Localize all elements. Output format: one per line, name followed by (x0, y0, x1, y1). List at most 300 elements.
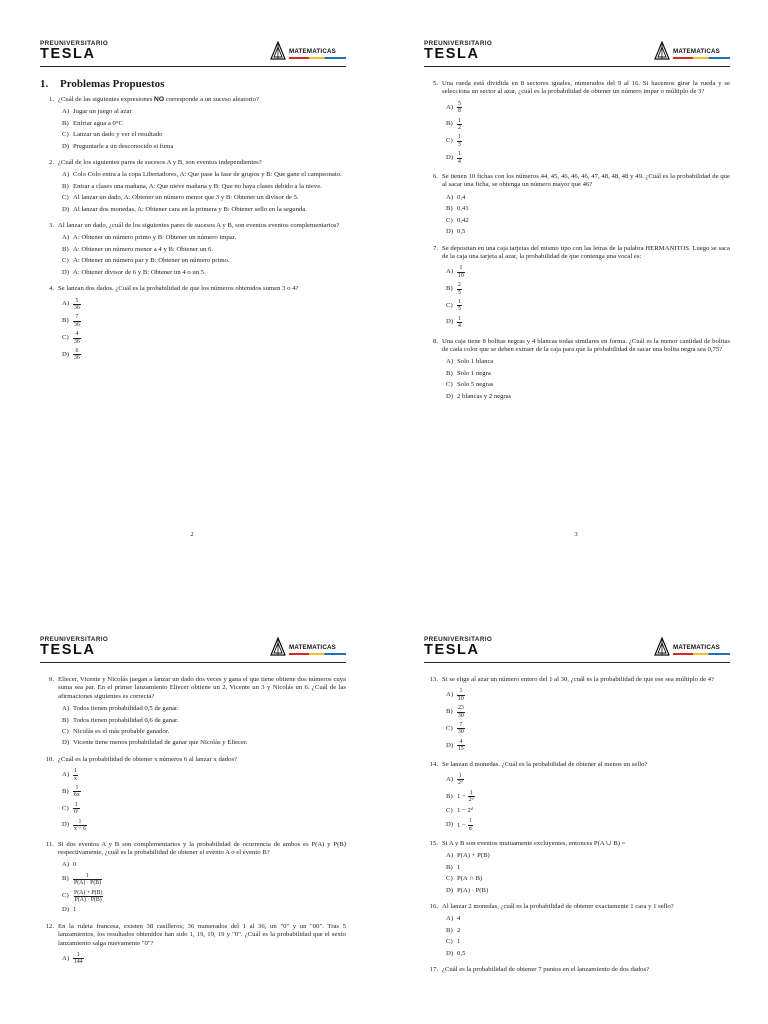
answer-option (62, 873, 346, 887)
fraction (73, 802, 80, 816)
question (424, 245, 730, 330)
question (424, 761, 730, 832)
option-label: A) (446, 852, 454, 860)
fraction (457, 739, 465, 753)
fraction-denominator: 15 (458, 746, 464, 753)
answer-option (446, 316, 730, 330)
page-header (40, 636, 346, 663)
fraction-denominator: 30 (458, 712, 464, 719)
answer-option (446, 950, 730, 958)
question-header (424, 676, 730, 684)
option-value: Todos tienen probabilidad 0,6 de ganar. (73, 716, 179, 724)
answer-options (62, 108, 346, 151)
fraction-denominator: 6x (74, 792, 80, 799)
question-text-emphasis: NO (154, 96, 165, 103)
option-value (73, 785, 346, 799)
option-label: D) (62, 268, 70, 276)
answer-option (446, 722, 730, 736)
question (424, 173, 730, 236)
option-value: Al lanzar un dado, A: Obtener un número menor que 3 y B: Obtener un divisor de 5. (73, 194, 299, 202)
answer-option (446, 938, 730, 946)
option-label: D) (446, 949, 454, 957)
answer-option (446, 381, 730, 389)
question-text: Si se elige al azar un número entero del 1 al 30, ¿cuál es la probabilidad de que ese sea múltiplo de 4? (442, 676, 715, 683)
question-header (40, 923, 346, 948)
option-label: B) (62, 875, 69, 883)
compass-logo-icon (270, 637, 286, 657)
answer-option (446, 118, 730, 132)
option-value: Solo 1 negra (457, 369, 491, 377)
option-value: Lanzar un dado y ver el resultado (73, 131, 163, 139)
answer-option (446, 265, 730, 279)
question-number: 17. (429, 965, 438, 973)
option-label: B) (446, 205, 453, 213)
brand-title: TESLA (40, 46, 96, 62)
fraction-denominator: P(A) · P(B) (74, 880, 102, 887)
fraction-denominator: 36 (74, 304, 80, 311)
answer-option (62, 131, 346, 139)
answer-options (446, 852, 730, 895)
option-label: C) (62, 804, 69, 812)
subject-label: MATEMATICAS (289, 48, 336, 55)
question-text-part: corresponde a un suceso aleatorio? (164, 96, 259, 103)
option-label: D) (62, 205, 70, 213)
fraction-numerator: 1 (458, 151, 461, 158)
answer-option (446, 228, 730, 236)
answer-option (446, 688, 730, 702)
fraction (73, 819, 87, 833)
option-label: C) (446, 137, 453, 145)
fraction (457, 688, 465, 702)
option-label: B) (446, 707, 453, 715)
answer-option (62, 819, 346, 833)
option-value: A: Obtener un número primo y B: Obtener un número impar. (73, 234, 237, 242)
fraction (73, 768, 78, 782)
question-number: 15. (429, 839, 438, 847)
option-value (73, 890, 346, 904)
option-label: B) (446, 120, 453, 128)
question-list (40, 96, 346, 362)
fraction-denominator: 30 (458, 729, 464, 736)
option-label: A) (62, 234, 70, 242)
option-label: C) (446, 938, 453, 946)
option-label: D) (446, 228, 454, 236)
option-label: C) (446, 381, 453, 389)
answer-option (446, 927, 730, 935)
answer-options (62, 861, 346, 914)
option-label: C) (446, 806, 453, 814)
option-label: B) (446, 863, 453, 871)
question-header (40, 756, 346, 764)
answer-option (446, 217, 730, 225)
question-header (424, 761, 730, 769)
tesla-brand-logo (424, 636, 492, 658)
question-number: 10. (45, 755, 54, 763)
option-label: A) (62, 705, 70, 713)
question-text: ¿Cuál es la probabilidad de obtener x números 6 al lanzar x dados? (58, 755, 238, 763)
answer-option (62, 890, 346, 904)
page-header (424, 636, 730, 663)
option-label: A) (446, 775, 454, 783)
page-content (424, 676, 730, 982)
question-text: Se depositan en una caja tarjetas del mismo tipo con las letras de la palabra HERMANITOS. Luego se saca de la caja una tarjeta al azar, la probabilidad de que contenga una vocal es: (442, 244, 730, 260)
fraction-numerator: 2 (458, 282, 461, 289)
section-heading (40, 78, 346, 90)
document-page-2 (0, 0, 384, 548)
option-label: A) (62, 171, 70, 179)
fraction-denominator: P(A) · P(B) (74, 896, 102, 903)
option-label: A) (446, 691, 454, 699)
question (40, 96, 346, 151)
fraction (457, 316, 462, 330)
answer-option (62, 143, 346, 151)
answer-option (62, 728, 346, 736)
option-value: Al lanzar dos monedas, A: Obtener cara en la primera y B: Obtener sello en la segunda. (73, 205, 307, 213)
brand-subtitle: PREUNIVERSITARIO (424, 40, 493, 47)
option-value (457, 299, 730, 313)
answer-options (446, 773, 730, 832)
fraction-numerator: 1 (86, 872, 89, 879)
answer-option (446, 194, 730, 202)
option-value (457, 316, 730, 330)
option-value: 0,4 (457, 193, 466, 201)
option-value: 2 blancas y 2 negras (457, 392, 512, 400)
answer-option (446, 101, 730, 115)
fraction (457, 705, 465, 719)
question-header (424, 338, 730, 355)
answer-option (446, 875, 730, 883)
answer-option (62, 194, 346, 202)
answer-options (62, 705, 346, 748)
option-value: 1 − 2ᵈ (457, 806, 473, 814)
question-list (40, 676, 346, 966)
question-list (424, 80, 730, 401)
brand-title: TESLA (424, 642, 480, 658)
option-value (457, 134, 730, 148)
question-text: ¿Cuál de los siguientes pares de sucesos A y B, son eventos independientes? (58, 159, 262, 167)
page-header (40, 40, 346, 67)
option-label: A) (62, 861, 70, 869)
option-prefix: 1 − (457, 821, 466, 829)
option-label: B) (62, 182, 69, 190)
answer-option (446, 807, 730, 815)
fraction-denominator: 10 (458, 695, 464, 702)
fraction-denominator: x + 6 (74, 826, 86, 833)
option-label: B) (446, 792, 453, 800)
compass-logo-icon (654, 41, 670, 61)
fraction (457, 299, 462, 313)
option-value: Preguntarle a un desconocido si fuma (73, 142, 174, 150)
option-label: C) (446, 724, 453, 732)
fraction-numerator: P(A) + P(B) (74, 889, 103, 896)
option-label: D) (62, 350, 70, 358)
fraction-denominator: 6ˣ (74, 809, 79, 816)
page-number: 3 (574, 531, 578, 538)
option-value: A: Obtener un número menor a 4 y B: Obtener un 6. (73, 245, 214, 253)
option-value (457, 773, 730, 787)
option-value: Solo 1 blanca (457, 358, 494, 366)
question (40, 222, 346, 277)
fraction-denominator: 36 (74, 321, 80, 328)
fraction-denominator: 4 (458, 158, 461, 165)
fraction-numerator: 7 (459, 722, 463, 729)
option-label: C) (62, 131, 69, 139)
tesla-brand-logo (424, 40, 492, 62)
fraction-numerator: 6 (75, 347, 79, 354)
option-label: B) (62, 119, 69, 127)
option-label: B) (446, 284, 453, 292)
question-text: Se lanzan dos dados. ¿Cuál es la probabilidad de que los números obtenidos sumen 3 o 4? (58, 285, 299, 293)
fraction-numerator: 7 (75, 314, 79, 321)
option-label: A) (62, 770, 70, 778)
option-value (457, 739, 730, 753)
fraction-numerator: 1 (459, 265, 463, 272)
question-number: 12. (45, 922, 54, 930)
fraction-numerator: 1 (74, 768, 77, 775)
option-value: P(A ∩ B) (457, 875, 483, 883)
option-label: A) (446, 268, 454, 276)
answer-option (446, 205, 730, 213)
option-value (73, 873, 346, 887)
fraction-denominator: 5 (458, 306, 461, 313)
answer-options (62, 298, 346, 362)
option-label: B) (62, 245, 69, 253)
question-header (424, 840, 730, 848)
answer-option (62, 906, 346, 914)
option-value (457, 282, 730, 296)
answer-option (446, 151, 730, 165)
subject-label: MATEMATICAS (673, 48, 720, 55)
answer-option (446, 790, 730, 804)
option-value: 0,5 (457, 949, 466, 957)
option-label: C) (446, 875, 453, 883)
option-label: A) (62, 108, 70, 116)
fraction (73, 348, 81, 362)
question (40, 159, 346, 214)
option-value (457, 818, 730, 832)
answer-options (446, 101, 730, 165)
option-value: Entrar a clases una mañana, A: Que nieve mañana y B: Que no haya clases debido a la nieve. (73, 182, 322, 190)
logo-color-bar (673, 653, 730, 655)
option-label: A) (446, 915, 454, 923)
fraction-denominator: 8 (458, 108, 461, 115)
fraction-numerator: 1 (78, 818, 82, 825)
logo-color-bar (673, 57, 730, 59)
fraction-denominator: 10 (458, 272, 464, 279)
fraction-numerator: 1 (458, 134, 461, 141)
option-value (73, 298, 346, 312)
fraction (73, 314, 81, 328)
option-value: Enfriar agua a 0°C (73, 119, 124, 127)
option-value: 1 (73, 906, 77, 914)
question-number: 13. (429, 676, 438, 683)
fraction-denominator: d (468, 825, 472, 832)
question-text: En la ruleta francesa, existen 38 casilleros; 36 numerados del 1 al 36, un "0" y un "00". Tras 5 lanzamientos, los resultados obtenidos han sido 1, 19, 19, 19 y "0". ¿Cuál es la probabilidad que el sexto lanzamiento salga nuevamente "0"? (58, 922, 346, 947)
answer-option (62, 348, 346, 362)
answer-option (62, 705, 346, 713)
option-value: 0,5 (457, 228, 466, 236)
fraction-numerator: 1 (458, 315, 461, 322)
fraction-numerator: 1 (458, 298, 461, 305)
option-label: D) (446, 741, 454, 749)
fraction (73, 298, 81, 312)
answer-option (446, 393, 730, 401)
fraction-numerator: 1 (458, 773, 462, 780)
question (424, 840, 730, 895)
question-number: 6. (432, 173, 438, 181)
matematicas-logo (270, 41, 346, 63)
brand-subtitle: PREUNIVERSITARIO (40, 636, 109, 643)
question-header (40, 222, 346, 230)
answer-options (446, 688, 730, 752)
option-label: A) (446, 103, 454, 111)
fraction (457, 151, 462, 165)
answer-option (62, 108, 346, 116)
fraction-numerator: 1 (458, 117, 461, 124)
answer-option (446, 705, 730, 719)
fraction-numerator: 4 (459, 738, 463, 745)
page-header (424, 40, 730, 67)
question-header (40, 285, 346, 293)
question-number: 3. (48, 222, 54, 230)
matematicas-logo (654, 41, 730, 63)
answer-option (62, 785, 346, 799)
matematicas-logo (654, 637, 730, 659)
section-title: Problemas Propuestos (60, 78, 165, 90)
option-value (457, 790, 730, 804)
fraction-numerator: 1 (75, 785, 79, 792)
fraction-denominator: 5 (458, 289, 461, 296)
option-label: D) (446, 153, 454, 161)
fraction (73, 952, 84, 966)
fraction (457, 134, 462, 148)
option-label: B) (446, 926, 453, 934)
option-value: 1 (457, 938, 461, 946)
option-value: 1 (457, 863, 461, 871)
answer-options (446, 265, 730, 329)
option-prefix: 1 − (457, 793, 466, 801)
fraction (457, 722, 465, 736)
fraction-numerator: 1 (469, 789, 473, 796)
question-number: 7. (432, 244, 438, 252)
option-label: D) (446, 392, 454, 400)
option-label: D) (446, 820, 454, 828)
option-label: C) (62, 892, 69, 900)
question-header (424, 966, 730, 974)
fraction (73, 785, 81, 799)
option-value: 0,41 (457, 205, 469, 213)
answer-options (446, 358, 730, 401)
question-text: Si dos eventos A y B son complementarios y la probabilidad de ocurrencia de ambos es P(A) y P(B) respectivamente, ¿cuál es la probabilidad de obtener el evento A o el evento B? (58, 840, 346, 856)
answer-option (62, 246, 346, 254)
page-number: 2 (190, 531, 194, 538)
answer-option (62, 717, 346, 725)
question-text: Si A y B son eventos mutuamente excluyentes, entonces P(A ∪ B) = (442, 839, 626, 847)
option-value: 0 (73, 861, 77, 869)
answer-options (62, 952, 346, 966)
document-page-5 (384, 620, 768, 1024)
brand-title: TESLA (40, 642, 96, 658)
answer-option (62, 739, 346, 747)
question-number: 11. (45, 840, 54, 848)
fraction-numerator: 1 (468, 818, 472, 825)
question-number: 9. (48, 676, 54, 683)
question-header (40, 159, 346, 167)
fraction (457, 282, 462, 296)
answer-option (446, 852, 730, 860)
answer-option (62, 298, 346, 312)
option-label: C) (62, 333, 69, 341)
question (424, 903, 730, 958)
fraction-denominator: 3 (458, 141, 461, 148)
fraction-denominator: 144 (74, 959, 83, 966)
answer-options (62, 171, 346, 214)
option-value (457, 722, 730, 736)
question-list (424, 676, 730, 974)
fraction (73, 331, 81, 345)
document-page-3 (384, 0, 768, 548)
answer-option (446, 818, 730, 832)
fraction-numerator: 4 (75, 331, 79, 338)
answer-option (62, 331, 346, 345)
question-text (58, 96, 346, 104)
option-value: Vicente tiene menos probabilidad de ganar que Nicolás y Eliecer. (73, 739, 248, 747)
fraction (73, 890, 103, 904)
question (40, 841, 346, 915)
brand-subtitle: PREUNIVERSITARIO (424, 636, 493, 643)
question (424, 338, 730, 401)
option-label: A) (446, 193, 454, 201)
option-value (457, 151, 730, 165)
question-text: Al lanzar un dado, ¿cuál de los siguientes pares de sucesos A y B, son eventos eventos complementarios? (58, 222, 340, 230)
option-value: Colo Colo entra a la copa Libertadores, A: Que pase la fase de grupos y B: Que gane el campeonato. (73, 171, 342, 179)
answer-option (446, 864, 730, 872)
option-value: 4 (457, 915, 461, 923)
option-label: A) (62, 954, 70, 962)
question-number: 8. (432, 337, 438, 345)
question (40, 676, 346, 748)
option-value (73, 952, 346, 966)
option-label: B) (62, 317, 69, 325)
answer-option (62, 314, 346, 328)
option-value: 2 (457, 926, 461, 934)
option-label: A) (446, 358, 454, 366)
fraction-denominator: 2ᵈ (468, 797, 474, 804)
option-value (457, 101, 730, 115)
option-value (457, 688, 730, 702)
page-content (40, 72, 346, 370)
question-text: Una caja tiene 8 bolitas negras y 4 blancas todas similares en forma. ¿Cuál es la menor cantidad de bolitas de cada color que se deben extraer de la caja para que la probabilidad de sacar una bolita negra sea 0,75? (442, 337, 730, 353)
option-value (73, 819, 346, 833)
answer-options (62, 234, 346, 277)
fraction-numerator: 1 (76, 951, 80, 958)
answer-option (446, 915, 730, 923)
fraction-numerator: 1 (459, 688, 463, 695)
option-label: D) (62, 821, 70, 829)
fraction-numerator: 5 (458, 100, 461, 107)
answer-option (62, 206, 346, 214)
option-value (73, 802, 346, 816)
question-number: 16. (429, 902, 438, 910)
page-content (424, 80, 730, 409)
answer-option (446, 282, 730, 296)
question-text: Una rueda está dividida en 8 sectores iguales, numerados del 9 al 16. Si hacemos girar la rueda y se selecciona un sector al azar, ¿cuál es la probabilidad de obtener un número impar o múltiplo de 3? (442, 80, 730, 96)
option-value: P(A) · P(B) (457, 886, 489, 894)
fraction (73, 873, 102, 887)
question-header (424, 173, 730, 190)
question (424, 676, 730, 753)
fraction-denominator: 4 (458, 323, 461, 330)
